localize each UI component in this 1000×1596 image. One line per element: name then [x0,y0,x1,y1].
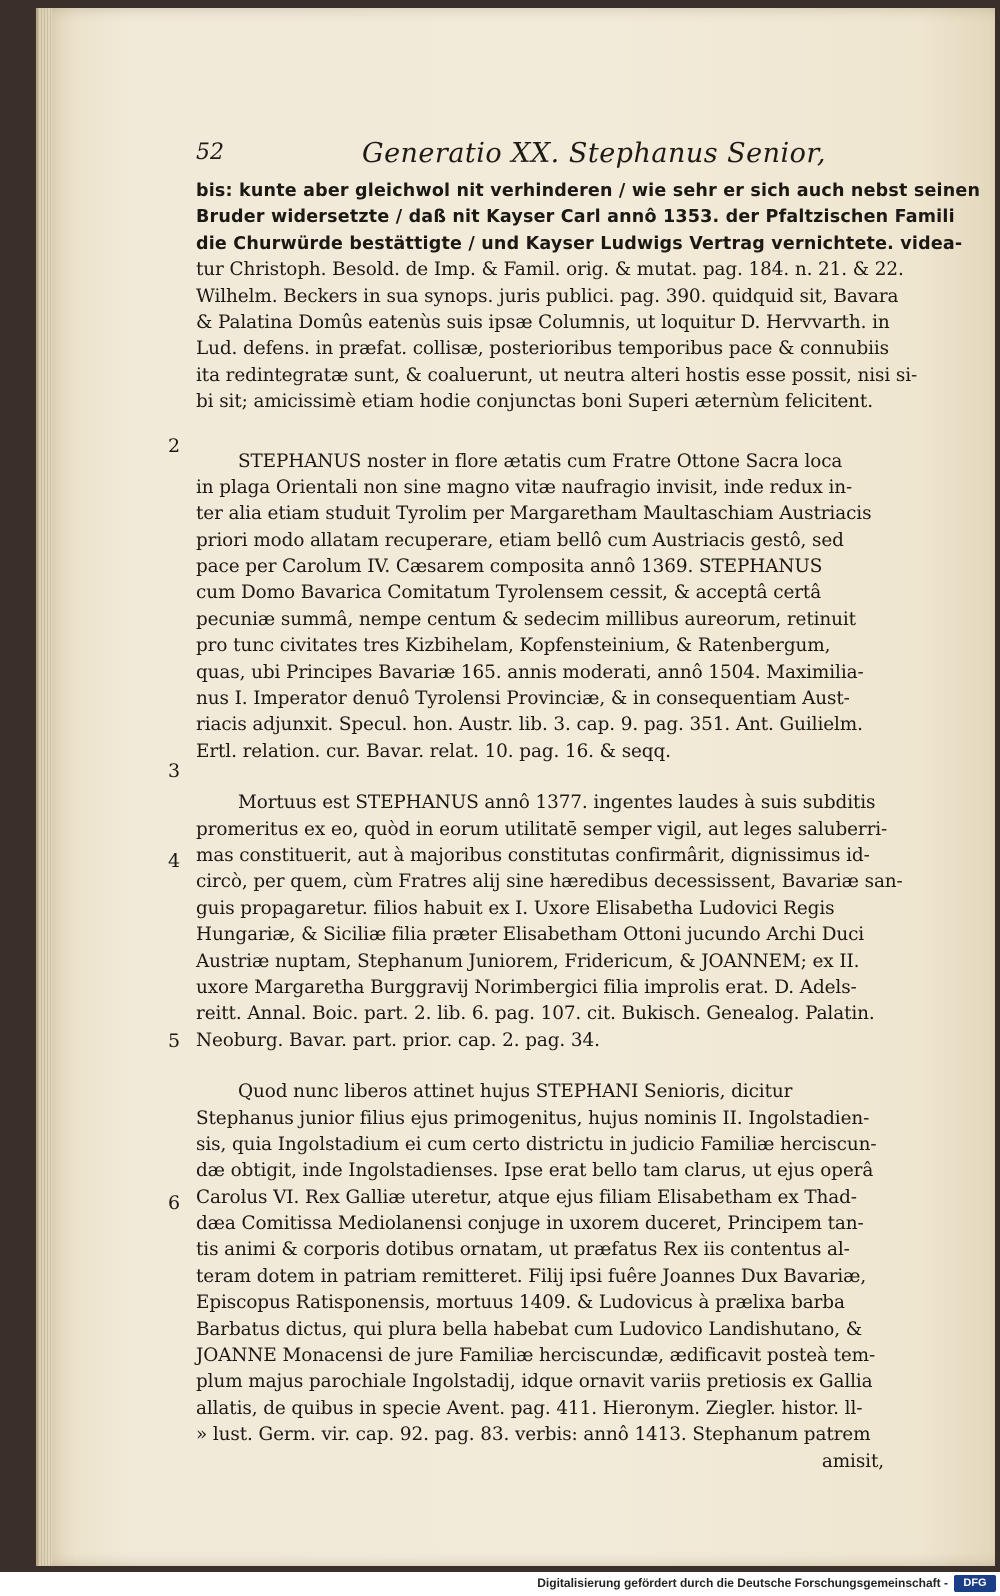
margin-number: 6 [168,1192,181,1214]
text-line: ter alia etiam studuit Tyrolim per Margaretham Maultaschiam Austriacis [196,503,872,525]
text-line: allatis, de quibus in specie Avent. pag. 411. Hieronym. Ziegler. histor. ll- [196,1397,863,1419]
text-line: Hungariæ, & Siciliæ filia præter Elisabetham Ottoni jucundo Archi Duci [196,924,865,946]
text-line: circò, per quem, cùm Fratres alij sine hæredibus decessissent, Bavariæ san- [196,871,903,893]
text-line: JOANNE Monacensi de jure Familiæ herciscundæ, ædificavit posteà tem- [196,1345,876,1367]
text-line: priori modo allatam recuperare, etiam bellô cum Austriacis gestô, sed [196,529,844,551]
text-line: cum Domo Bavarica Comitatum Tyrolensem cessit, & acceptâ certâ [196,582,822,604]
text-line: Quod nunc liberos attinet hujus STEPHANI Senioris, dicitur [238,1081,793,1103]
funding-credit: Digitalisierung gefördert durch die Deutsche Forschungsgemeinschaft - [537,1576,948,1590]
text-line: » lust. Germ. vir. cap. 92. pag. 83. verbis: annô 1413. Stephanum patrem [196,1424,871,1446]
text-line: sis, quia Ingolstadium ei cum certo districtu in judicio Familiæ herciscun- [196,1133,877,1155]
text-line: reitt. Annal. Boic. part. 2. lib. 6. pag. 107. cit. Bukisch. Genealog. Palatin. [196,1003,875,1025]
text-line: bi sit; amicissimè etiam hodie conjunctas boni Superi æternùm felicitent. [196,391,873,413]
text-line: tur Christoph. Besold. de Imp. & Famil. orig. & mutat. pag. 184. n. 21. & 22. [196,259,904,281]
footer-bar [0,1572,1000,1596]
text-line: in plaga Orientali non sine magno vitæ naufragio invisit, inde redux in- [196,476,853,498]
page-edge-shadow [38,8,52,1566]
paragraph-3 [196,790,903,1054]
dfg-logo: DFG [954,1575,996,1592]
text-line: die Churwürde bestättigte / und Kayser Ludwigs Vertrag vernichtete. videa- [196,233,963,254]
text-line: plum majus parochiale Ingolstadij, idque ornavit variis pretiosis ex Gallia [196,1371,873,1393]
text-line: & Palatina Domûs eatenùs suis ipsæ Columnis, ut loquitur D. Hervvarth. in [196,311,890,333]
text-line: pace per Carolum IV. Cæsarem composita annô 1369. STEPHANUS [196,556,823,578]
margin-number: 5 [168,1030,181,1052]
margin-number: 2 [168,435,181,457]
catchword: amisit, [821,1450,884,1472]
text-line: ita redintegratæ sunt, & coaluerunt, ut neutra alteri hostis esse possit, nisi si- [196,364,918,386]
text-line: Mortuus est STEPHANUS annô 1377. ingentes laudes à suis subditis [238,792,876,814]
running-title: Generatio XX. Stephanus Senior, [362,138,826,169]
body-text [196,178,981,1475]
text-line: riacis adjunxit. Specul. hon. Austr. lib. 3. cap. 9. pag. 351. Ant. Guilielm. [196,714,863,736]
text-line: Stephanus junior filius ejus primogenitus, hujus nominis II. Ingolstadien- [196,1107,870,1129]
text-line: pecuniæ summâ, nempe centum & sedecim millibus aureorum, retinuit [196,608,856,630]
text-line: mas constituerit, aut à majoribus constitutas confirmârit, dignissimus id- [196,844,870,866]
text-line: Carolus VI. Rex Galliæ uteretur, atque ejus filiam Elisabetham ex Thad- [196,1186,857,1208]
text-line: dæa Comitissa Mediolanensi conjuge in uxorem duceret, Principem tan- [196,1213,864,1235]
text-line: Episcopus Ratisponensis, mortuus 1409. & Ludovicus à prælixa barba [196,1292,845,1314]
text-line: Austriæ nuptam, Stephanum Juniorem, Fridericum, & JOANNEM; ex II. [196,950,860,972]
text-line: bis: kunte aber gleichwol nit verhinderen / wie sehr er sich auch nebst seinen [196,181,981,201]
text-line: nus I. Imperator denuô Tyrolensi Provinciæ, & in consequentiam Aust- [196,688,850,710]
text-line: teram dotem in patriam remitteret. Filij ipsi fuêre Joannes Dux Bavariæ, [196,1265,867,1287]
text-line: STEPHANUS noster in flore ætatis cum Fratre Ottone Sacra loca [238,450,843,472]
text-line: guis propagaretur. filios habuit ex I. Uxore Elisabetha Ludovici Regis [196,897,835,919]
margin-number: 3 [168,760,181,782]
text-line: Wilhelm. Beckers in sua synops. juris publici. pag. 390. quidquid sit, Bavara [196,285,899,307]
margin-number: 4 [168,850,181,872]
text-line: Lud. defens. in præfat. collisæ, posterioribus temporibus pace & connubiis [196,338,890,360]
text-line: Bruder widersetzte / daß nit Kayser Carl annô 1353. der Pfaltzischen Famili [196,207,955,228]
paragraph-2 [196,449,884,766]
text-line: Neoburg. Bavar. part. prior. cap. 2. pag. 34. [196,1029,600,1051]
text-line: Barbatus dictus, qui plura bella habebat cum Ludovico Landishutano, & [196,1318,863,1340]
paragraph-1 [196,178,981,416]
text-line: quas, ubi Principes Bavariæ 165. annis moderati, annô 1504. Maximilia- [196,661,864,683]
text-line: promeritus ex eo, quòd in eorum utilitatē semper vigil, aut leges saluberri- [196,818,888,840]
paragraph-4 [196,1079,884,1448]
text-line: uxore Margaretha Burggravij Norimbergici filia improlis erat. D. Adels- [196,976,857,998]
page-number: 52 [196,140,224,165]
text-line: tis animi & corporis dotibus ornatam, ut præfatus Rex iis contentus al- [196,1239,850,1261]
text-line: dæ obtigit, inde Ingolstadienses. Ipse erat bello tam clarus, ut ejus operâ [196,1160,874,1182]
text-line: Ertl. relation. cur. Bavar. relat. 10. pag. 16. & seqq. [196,740,671,762]
text-line: pro tunc civitates tres Kizbihelam, Kopfensteinium, & Ratenbergum, [196,635,831,657]
